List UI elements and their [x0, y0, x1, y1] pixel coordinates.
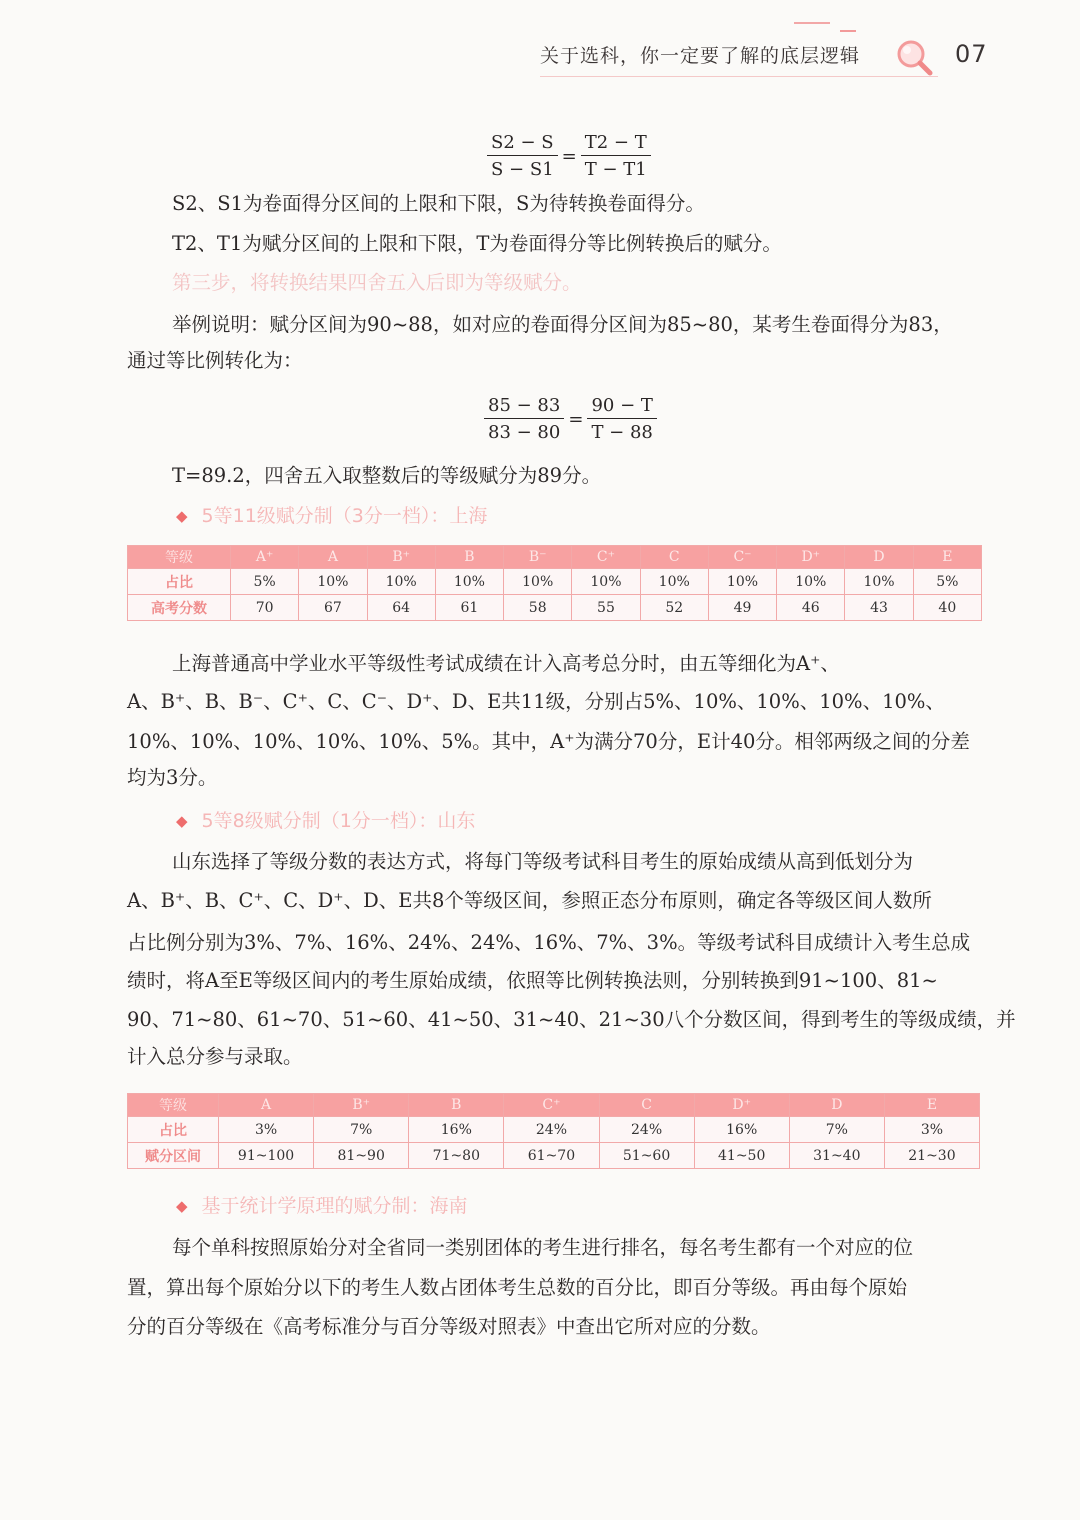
diamond-bullet-icon: ◆ [176, 812, 188, 830]
table-cell: 81~90 [314, 1143, 409, 1169]
table-cell: 46 [777, 595, 845, 621]
table-cell: 5% [913, 569, 981, 595]
paragraph-line: 置，算出每个原始分以下的考生人数占团体考生总数的百分比，即百分等级。再由每个原始 [127, 1276, 908, 1299]
paragraph-line: T=89.2，四舍五入取整数后的等级赋分为89分。 [172, 464, 602, 487]
paragraph-line: 均为3分。 [127, 766, 218, 789]
table-cell: 7% [789, 1117, 884, 1143]
grade-cell: B [435, 546, 503, 569]
paragraph-line: 通过等比例转化为： [127, 349, 303, 372]
diamond-bullet-icon: ◆ [176, 507, 188, 525]
table-cell: 3% [219, 1117, 314, 1143]
table-cell: 3% [884, 1117, 979, 1143]
step-heading: 第三步，将转换结果四舍五入后即为等级赋分。 [172, 271, 582, 294]
table-cell: 40 [913, 595, 981, 621]
grade-cell: D [845, 546, 913, 569]
paragraph-line: 每个单科按照原始分对全省同一类别团体的考生进行排名，每名考生都有一个对应的位 [172, 1236, 914, 1259]
table-row-label: 等级 [128, 546, 231, 569]
table-row-label: 占比 [128, 1117, 219, 1143]
table-cell: 52 [640, 595, 708, 621]
header-rule [540, 76, 938, 77]
formula-left-fraction [484, 395, 564, 443]
table-row-label: 高考分数 [128, 595, 231, 621]
table-cell: 7% [314, 1117, 409, 1143]
paragraph-line: 绩时，将A至E等级区间内的考生原始成绩，依照等比例转换法则，分别转换到91~100、81~ [127, 969, 938, 992]
table-cell: 41~50 [694, 1143, 789, 1169]
diamond-bullet-icon: ◆ [176, 1197, 188, 1215]
table-cell: 91~100 [219, 1143, 314, 1169]
paragraph-line: T2、T1为赋分区间的上限和下限，T为卷面得分等比例转换后的赋分。 [172, 232, 782, 255]
shandong-grade-table [127, 1093, 980, 1169]
table-cell: 10% [777, 569, 845, 595]
table-cell: 24% [599, 1117, 694, 1143]
paragraph-line: 上海普通高中学业水平等级性考试成绩在计入高考总分时，由五等细化为A⁺、 [172, 652, 840, 675]
grade-cell: A⁺ [231, 546, 299, 569]
grade-cell: C [599, 1094, 694, 1117]
grade-cell: A [299, 546, 367, 569]
table-cell: 49 [708, 595, 776, 621]
fraction-denominator: T − 88 [591, 422, 653, 443]
paragraph-line: 分的百分等级在《高考标准分与百分等级对照表》中查出它所对应的分数。 [127, 1315, 771, 1338]
grade-cell: C [640, 546, 708, 569]
table-cell: 43 [845, 595, 913, 621]
paragraph-line: S2、S1为卷面得分区间的上限和下限，S为待转换卷面得分。 [172, 192, 705, 215]
table-row [128, 1117, 980, 1143]
table-row [128, 595, 982, 621]
table-cell: 10% [299, 569, 367, 595]
grade-cell: A [219, 1094, 314, 1117]
paragraph-line: 举例说明：赋分区间为90~88，如对应的卷面得分区间为85~80，某考生卷面得分为83， [172, 313, 953, 336]
grade-cell: D⁺ [694, 1094, 789, 1117]
grade-cell: D⁺ [777, 546, 845, 569]
example-formula [484, 395, 657, 443]
fraction-numerator: 85 − 83 [484, 395, 564, 419]
table-header-row [128, 546, 982, 569]
fraction-denominator: S − S1 [491, 159, 554, 180]
table-cell: 71~80 [409, 1143, 504, 1169]
table-cell: 58 [504, 595, 572, 621]
grade-cell: B⁻ [504, 546, 572, 569]
section-heading-text: 基于统计学原理的赋分制：海南 [201, 1195, 468, 1217]
grade-cell: E [913, 546, 981, 569]
section-heading-shandong [176, 808, 475, 835]
grade-cell: B⁺ [367, 546, 435, 569]
grade-cell: C⁺ [504, 1094, 599, 1117]
table-cell: 24% [504, 1117, 599, 1143]
table-cell: 16% [409, 1117, 504, 1143]
table-row-label: 赋分区间 [128, 1143, 219, 1169]
paragraph-line: A、B⁺、B、C⁺、C、D⁺、D、E共8个等级区间，参照正态分布原则，确定各等级区间人数所 [127, 889, 932, 912]
formula-right-fraction [587, 395, 656, 443]
table-cell: 10% [504, 569, 572, 595]
fraction-numerator: S2 − S [487, 132, 558, 156]
table-cell: 10% [572, 569, 640, 595]
header-decoration [794, 22, 830, 24]
paragraph-line: 10%、10%、10%、10%、10%、5%。其中，A⁺为满分70分，E计40分。相邻两级之间的分差 [127, 730, 970, 753]
equals-sign: = [561, 145, 577, 167]
paragraph-line: A、B⁺、B、B⁻、C⁺、C、C⁻、D⁺、D、E共11级，分别占5%、10%、10%、10%、10%、 [127, 690, 945, 713]
fraction-numerator: T2 − T [581, 132, 651, 156]
table-cell: 10% [845, 569, 913, 595]
grade-cell: D [789, 1094, 884, 1117]
table-cell: 16% [694, 1117, 789, 1143]
grade-cell: C⁻ [708, 546, 776, 569]
fraction-denominator: 83 − 80 [488, 422, 561, 443]
section-heading-text: 5等8级赋分制（1分一档）：山东 [201, 810, 476, 832]
equals-sign: = [568, 408, 584, 430]
formula-right-fraction [581, 132, 651, 180]
page-number: 07 [955, 40, 988, 68]
table-cell: 21~30 [884, 1143, 979, 1169]
paragraph-line: 计入总分参与录取。 [127, 1045, 303, 1068]
grade-cell: B [409, 1094, 504, 1117]
table-row-label: 占比 [128, 569, 231, 595]
magnifier-icon [895, 38, 935, 78]
table-cell: 67 [299, 595, 367, 621]
table-cell: 31~40 [789, 1143, 884, 1169]
fraction-denominator: T − T1 [584, 159, 647, 180]
table-cell: 10% [367, 569, 435, 595]
table-row [128, 1143, 980, 1169]
section-heading-text: 5等11级赋分制（3分一档）：上海 [201, 505, 488, 527]
conversion-formula [487, 132, 651, 180]
table-header-row [128, 1094, 980, 1117]
table-cell: 10% [435, 569, 503, 595]
table-cell: 10% [640, 569, 708, 595]
running-header-title: 关于选科，你一定要了解的底层逻辑 [540, 45, 861, 67]
paragraph-line: 90、71~80、61~70、51~60、41~50、31~40、21~30八个分数区间，得到考生的等级成绩，并 [127, 1008, 1016, 1031]
header-decoration [840, 30, 856, 32]
section-heading-hainan [176, 1193, 468, 1220]
grade-cell: E [884, 1094, 979, 1117]
shanghai-grade-table [127, 545, 982, 621]
table-cell: 51~60 [599, 1143, 694, 1169]
table-cell: 64 [367, 595, 435, 621]
table-cell: 61 [435, 595, 503, 621]
grade-cell: B⁺ [314, 1094, 409, 1117]
table-cell: 55 [572, 595, 640, 621]
table-row-label: 等级 [128, 1094, 219, 1117]
paragraph-line: 占比例分别为3%、7%、16%、24%、24%、16%、7%、3%。等级考试科目成绩计入考生总成 [127, 931, 971, 954]
formula-left-fraction [487, 132, 558, 180]
paragraph-line: 山东选择了等级分数的表达方式，将每门等级考试科目考生的原始成绩从高到低划分为 [172, 850, 914, 873]
fraction-numerator: 90 − T [587, 395, 656, 419]
table-cell: 70 [231, 595, 299, 621]
table-row [128, 569, 982, 595]
table-cell: 61~70 [504, 1143, 599, 1169]
grade-cell: C⁺ [572, 546, 640, 569]
table-cell: 10% [708, 569, 776, 595]
table-cell: 5% [231, 569, 299, 595]
section-heading-shanghai [176, 503, 487, 530]
